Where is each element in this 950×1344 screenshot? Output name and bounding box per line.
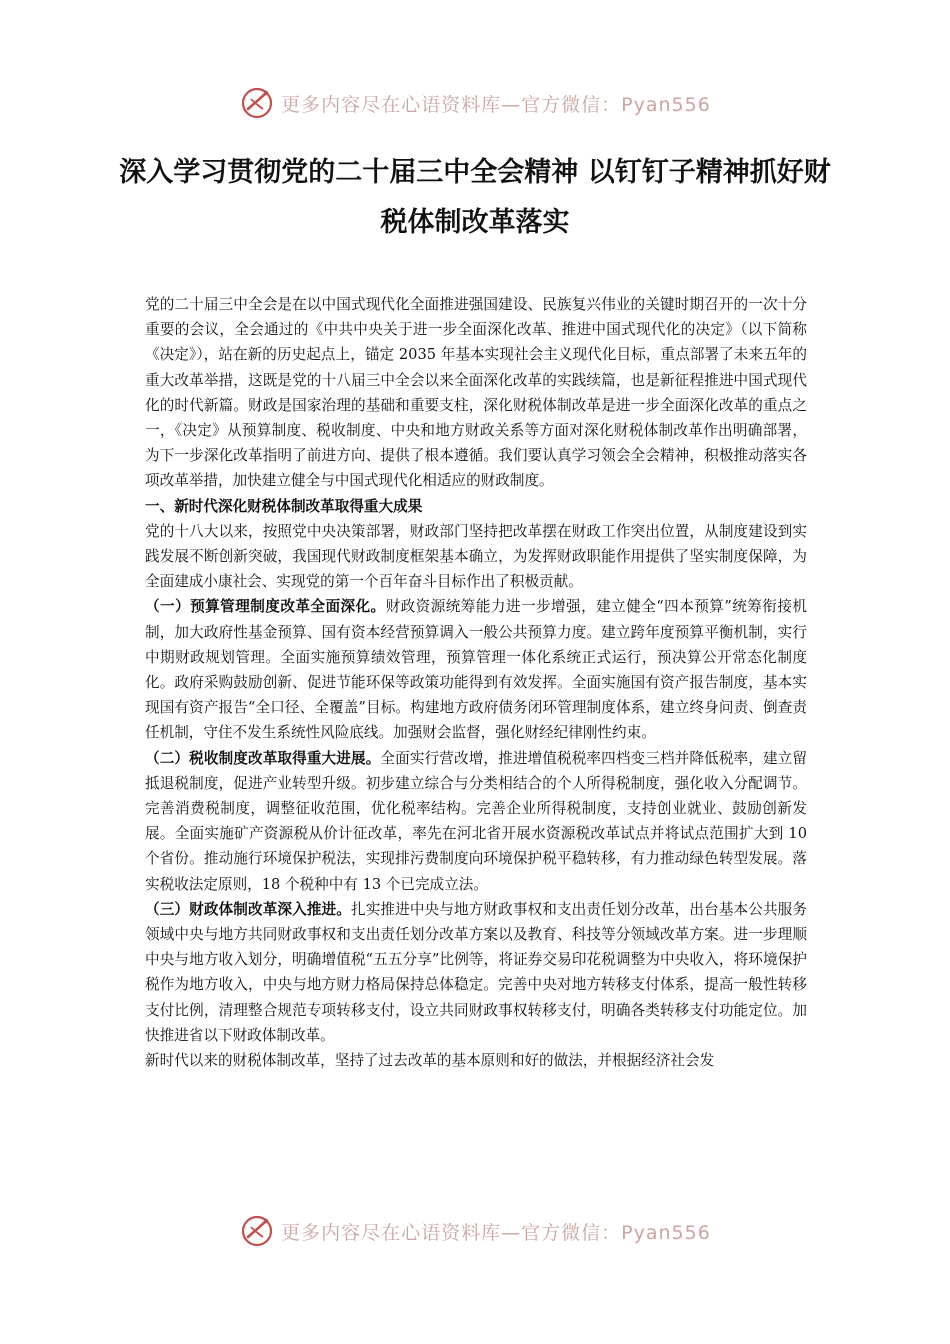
point-lead-1: （一）预算管理制度改革全面深化。 bbox=[145, 598, 386, 616]
point-paragraph-3 bbox=[145, 897, 807, 1048]
point-text-1: 财政资源统筹能力进一步增强，建立健全“四本预算”统筹衔接机制，加大政府性基金预算、国有资本经营预算调入一般公共预算力度。建立跨年度预算平衡机制，实行中期财政规划管理。全面实施预算绩效管理，预算管理一体化系统正式运行，预决算公开常态化制度化。政府采购鼓励创新、促进节能环保等政策功能得到有效发挥。全面实施国有资产报告制度，基本实现国有资产报告“全口径、全覆盖”目标。构建地方政府债务闭环管理制度体系，建立终身问责、倒查责任机制，守住不发生系统性风险底线。加强财会监督，强化财经纪律刚性约束。 bbox=[145, 598, 807, 742]
intro-paragraph: 党的二十届三中全会是在以中国式现代化全面推进强国建设、民族复兴伟业的关键时期召开的一次十分重要的会议，全会通过的《中共中央关于进一步全面深化改革、推进中国式现代化的决定》（以下简称《决定》），站在新的历史起点上，锚定 2035 年基本实现社会主义现代化目标，重点部署了未来五年的重大改革举措，这既是党的十八届三中全会以来全面深化改革的实践续篇，也是新征程推进中国式现代化的时代新篇。财政是国家治理的基础和重要支柱，深化财税体制改革是进一步全面深化改革的重点之一，《决定》从预算制度、税收制度、中央和地方财政关系等方面对深化财税体制改革作出明确部署，为下一步深化改革指明了前进方向、提供了根本遵循。我们要认真学习领会全会精神，积极推动落实各项改革举措，加快建立健全与中国式现代化相适应的财政制度。 bbox=[145, 296, 807, 490]
point-lead-3: （三）财政体制改革深入推进。 bbox=[145, 900, 351, 918]
point-text-2: 全面实行营改增，推进增值税税率四档变三档并降低税率，建立留抵退税制度，促进产业转型升级。初步建立综合与分类相结合的个人所得税制度，强化收入分配调节。完善消费税制度，调整征收范围，优化税率结构。完善企业所得税制度，支持创业就业、鼓励创新发展。全面实施矿产资源税从价计征改革，率先在河北省开展水资源税改革试点并将试点范围扩大到 10 个省份。推动施行环境保护税法，实现排污费制度向环境保护税平稳转移，有力推动绿色转型发展。落实税收法定原则，18 个税种中有 13 个已完成立法。 bbox=[145, 749, 807, 893]
watermark-banner-top bbox=[0, 83, 950, 123]
point-paragraph-2 bbox=[145, 746, 807, 897]
watermark-banner-bottom bbox=[0, 1211, 950, 1251]
point-lead-2: （二）税收制度改革取得重大进展。 bbox=[145, 749, 381, 767]
watermark-text: 更多内容尽在心语资料库—官方微信：Pyan556 bbox=[281, 1221, 711, 1244]
logo-icon bbox=[239, 1213, 275, 1249]
closing-paragraph: 新时代以来的财税体制改革，坚持了过去改革的基本原则和好的做法，并根据经济社会发 bbox=[145, 1052, 715, 1070]
document-body bbox=[145, 292, 807, 1073]
document-title: 深入学习贯彻党的二十届三中全会精神 以钉钉子精神抓好财税体制改革落实 bbox=[119, 157, 831, 238]
watermark-text: 更多内容尽在心语资料库—官方微信：Pyan556 bbox=[281, 93, 711, 116]
section-heading: 一、新时代深化财税体制改革取得重大成果 bbox=[145, 497, 423, 515]
logo-icon bbox=[239, 85, 275, 121]
point-paragraph-1 bbox=[145, 594, 807, 745]
point-text-3: 扎实推进中央与地方财政事权和支出责任划分改革，出台基本公共服务领域中央与地方共同财政事权和支出责任划分改革方案以及教育、科技等分领域改革方案。进一步理顺中央与地方收入划分，明确增值税“五五分享”比例等，将证券交易印花税调整为中央收入，将环境保护税作为地方收入，中央与地方财力格局保持总体稳定。完善中央对地方转移支付体系，提高一般性转移支付比例，清理整合规范专项转移支付，设立共同财政事权转移支付，明确各类转移支付功能定位。加快推进省以下财政体制改革。 bbox=[145, 900, 807, 1044]
section-intro-paragraph: 党的十八大以来，按照党中央决策部署，财政部门坚持把改革摆在财政工作突出位置，从制度建设到实践发展不断创新突破，我国现代财政制度框架基本确立，为发挥财政职能作用提供了坚实制度保障，为全面建成小康社会、实现党的第一个百年奋斗目标作出了积极贡献。 bbox=[145, 522, 807, 591]
